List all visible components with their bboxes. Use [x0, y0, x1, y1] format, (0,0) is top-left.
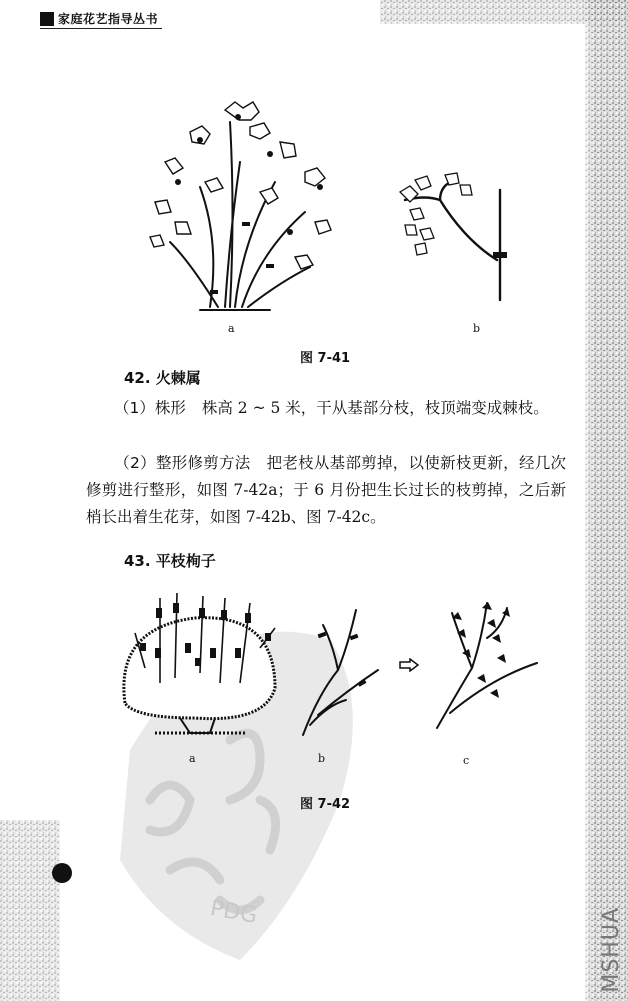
pdg-watermark: PDG — [208, 896, 260, 929]
section-42-paragraph-1 — [86, 395, 566, 422]
series-title: 家庭花艺指导丛书 — [58, 12, 159, 26]
figure-42b-branch-illustration — [298, 605, 388, 740]
figure-41b-label: b — [473, 322, 481, 335]
para-1-text: 株高 2 ~ 5 米，干从基部分枝，枝顶端变成棘枝。 — [201, 399, 549, 417]
section-43-heading: 43. 平枝栒子 — [124, 552, 216, 570]
figure-41a-label: a — [228, 322, 235, 335]
running-header — [40, 10, 158, 27]
figure-42a-label: a — [189, 752, 196, 765]
figure-41-caption: 图 7-41 — [300, 351, 351, 366]
figure-42c-branch-illustration — [432, 598, 542, 738]
figure-41b-branch-illustration — [385, 170, 525, 305]
figure-41a-shrub-illustration — [130, 92, 370, 322]
arrow-right-icon — [398, 658, 420, 672]
figure-42-caption: 图 7-42 — [300, 797, 351, 812]
header-block-icon — [40, 12, 54, 26]
para-1-label: （1）株形 — [114, 399, 186, 417]
section-42-heading: 42. 火棘属 — [124, 369, 201, 387]
figure-42b-label: b — [318, 752, 326, 765]
figure-42c-label: c — [463, 754, 470, 767]
figure-42a-shrub-illustration — [115, 588, 285, 748]
para-2-label: （2）整形修剪方法 — [114, 454, 251, 472]
para-2-text: 把老枝从基部剪掉，以使新枝更新，经几次修剪进行整形，如图 7-42a；于 6 月份把生长过长的枝剪掉，之后新梢长出着生花芽，如图 7-42b、图 7-42c。 — [86, 454, 566, 526]
side-watermark: MSHUA — [599, 907, 624, 993]
section-42-paragraph-2 — [86, 450, 566, 531]
header-rule — [40, 28, 162, 29]
